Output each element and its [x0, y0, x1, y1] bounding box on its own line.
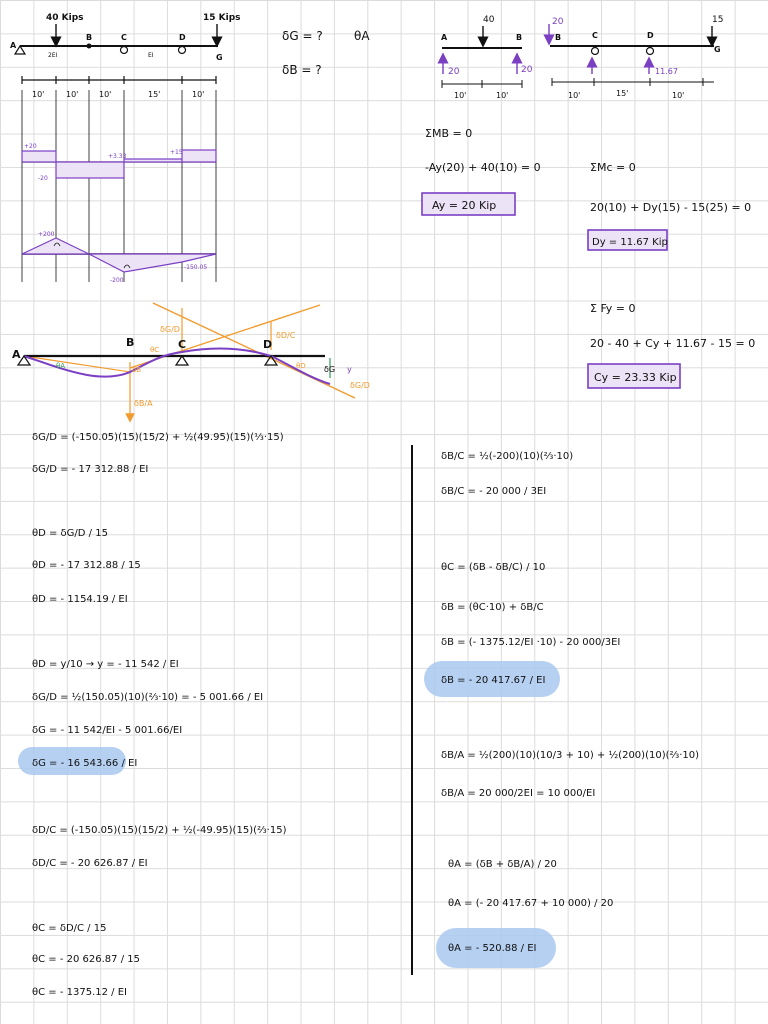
- eq-l8: δG = - 11 542/EI - 5 001.66/EI: [32, 725, 183, 736]
- span-5: 10': [192, 90, 205, 99]
- fbd-left-span2: 10': [496, 91, 509, 100]
- def-a: A: [12, 348, 21, 361]
- def-theta-a: θA: [56, 362, 66, 370]
- eq-l13: θC = - 20 626.87 / 15: [32, 954, 140, 965]
- shear-v4: +15: [170, 149, 183, 156]
- right-column: [441, 450, 699, 954]
- cy-result: Cy = 23.33 Kip: [594, 371, 677, 384]
- span-4: 15': [148, 90, 161, 99]
- eq-r4: δB = (θC·10) + δB/C: [441, 602, 544, 613]
- eq-l1: δG/D = (-150.05)(15)(15/2) + ½(49.95)(15)(⅓·15): [32, 432, 284, 443]
- statics: [422, 127, 755, 388]
- fbd-right-c: C: [592, 31, 598, 40]
- eq-l14: θC = - 1375.12 / EI: [32, 987, 127, 998]
- moment-m1: +200: [38, 231, 55, 238]
- eq-l7: δG/D = ½(150.05)(10)(⅔·10) = - 5 001.66 / EI: [32, 692, 264, 703]
- fbd-left-span1: 10': [454, 91, 467, 100]
- shear-v1: +20: [24, 143, 37, 150]
- def-dg-d2: δG/D: [350, 381, 370, 390]
- fbd-left-load: 40: [483, 15, 495, 25]
- eq-r7: δB/A = ½(200)(10)(10/3 + 10) + ½(200)(10)(⅔·10): [441, 750, 699, 761]
- beam-point-b: B: [86, 33, 93, 42]
- eq-cy-calc: 20 - 40 + Cy + 11.67 - 15 = 0: [590, 337, 756, 350]
- fbd-right-b: B: [555, 33, 562, 42]
- left-column: [32, 431, 287, 998]
- shear-v2: -20: [38, 175, 48, 182]
- eq-r9: θA = (δB + δB/A) / 20: [448, 859, 557, 870]
- load-label-left: 40 Kips: [46, 13, 84, 23]
- def-c: C: [178, 338, 187, 351]
- beam-point-d: D: [179, 33, 186, 42]
- beam-diagram: [10, 13, 241, 282]
- def-db: δB: [132, 366, 142, 374]
- moment-diagram: [22, 231, 216, 284]
- beam-point-a: A: [10, 41, 17, 50]
- eq-l11: δD/C = - 20 626.87 / EI: [32, 858, 148, 869]
- fbd-left-ra: 20: [448, 67, 460, 77]
- load-label-right: 15 Kips: [203, 13, 241, 23]
- eq-r1: δB/C = ½(-200)(10)(⅔·10): [441, 451, 574, 462]
- eq-l6: θD = y/10 → y = - 11 542 / EI: [32, 659, 179, 670]
- eq-l4: θD = - 17 312.88 / 15: [32, 560, 141, 571]
- eq-r8: δB/A = 20 000/2EI = 10 000/EI: [441, 788, 596, 799]
- eq-l2: δG/D = - 17 312.88 / EI: [32, 464, 149, 475]
- eq-l9: δG = - 16 543.66 / EI: [32, 758, 138, 769]
- fbd-left-a: A: [441, 33, 448, 42]
- deflected-shape: [12, 303, 370, 418]
- eq-l3: θD = δG/D / 15: [32, 528, 108, 539]
- eq-r5: δB = (- 1375.12/EI ·10) - 20 000/3EI: [441, 637, 621, 648]
- deflected-support-c-icon: [176, 356, 188, 365]
- shear-diagram: [22, 143, 216, 182]
- fbd-support-c-icon: [592, 48, 599, 55]
- eq-r10: θA = (- 20 417.67 + 10 000) / 20: [448, 898, 614, 909]
- def-dg: δG: [324, 365, 336, 374]
- dy-result: Dy = 11.67 Kip: [592, 237, 668, 248]
- fbd-right-g: G: [714, 45, 721, 54]
- eq-r3: θC = (δB - δB/C) / 10: [441, 562, 546, 573]
- fbd-right-span2: 15': [616, 89, 629, 98]
- beam-point-g: G: [216, 53, 223, 62]
- support-c-icon: [121, 47, 128, 54]
- eq-ay-calc: -Ay(20) + 40(10) = 0: [425, 161, 541, 174]
- fbd-right-load-g: 15: [712, 15, 724, 25]
- moment-m2: -200: [110, 277, 124, 284]
- eq-r11: θA = - 520.88 / EI: [448, 943, 537, 954]
- eq-sum-fy: Σ Fy = 0: [590, 302, 636, 315]
- ay-result: Ay = 20 Kip: [432, 199, 497, 212]
- span-2: 10': [66, 90, 79, 99]
- fbd-right-rd: 11.67: [655, 67, 678, 76]
- unknowns: [282, 29, 370, 77]
- beam-point-c: C: [121, 33, 127, 42]
- moment-m3: -150.05: [184, 264, 208, 271]
- fbd-right: [549, 15, 723, 100]
- fbd-left: [441, 15, 533, 100]
- unknown-dg: δG = ?: [282, 29, 323, 43]
- def-y: y: [347, 365, 352, 374]
- fbd-right-span1: 10': [568, 91, 581, 100]
- seg-ei: EI: [148, 52, 154, 59]
- fbd-left-b: B: [516, 33, 523, 42]
- unknown-theta-a: θA: [354, 29, 370, 43]
- unknown-db: δB = ?: [282, 63, 322, 77]
- fbd-left-rb: 20: [521, 65, 533, 75]
- span-3: 10': [99, 90, 112, 99]
- fbd-right-load-b: 20: [552, 17, 564, 27]
- def-dg-d: δG/D: [160, 325, 180, 334]
- eq-dy-calc: 20(10) + Dy(15) - 15(25) = 0: [590, 201, 752, 214]
- eq-sum-mc: ΣMc = 0: [590, 161, 636, 174]
- eq-l12: θC = δD/C / 15: [32, 923, 107, 934]
- eq-r6: δB = - 20 417.67 / EI: [441, 675, 546, 686]
- fbd-support-d-icon: [647, 48, 654, 55]
- def-d: D: [263, 338, 273, 351]
- eq-sum-mb: ΣMB = 0: [425, 127, 473, 140]
- fbd-right-span3: 10': [672, 91, 685, 100]
- span-1: 10': [32, 90, 45, 99]
- eq-r2: δB/C = - 20 000 / 3EI: [441, 486, 547, 497]
- def-dd-c: δD/C: [276, 331, 296, 340]
- fbd-right-d: D: [647, 31, 654, 40]
- def-b: B: [126, 336, 135, 349]
- def-db-a: δB/A: [134, 399, 153, 408]
- support-d-icon: [179, 47, 186, 54]
- def-theta-d: θD: [296, 362, 306, 370]
- def-theta-c: θC: [150, 346, 160, 354]
- eq-l10: δD/C = (-150.05)(15)(15/2) + ½(-49.95)(15)(⅔·15): [32, 825, 287, 836]
- support-a-icon: [15, 46, 25, 54]
- eq-l5: θD = - 1154.19 / EI: [32, 594, 128, 605]
- seg-2ei: 2EI: [48, 52, 58, 59]
- shear-v3: +3.33: [108, 153, 127, 160]
